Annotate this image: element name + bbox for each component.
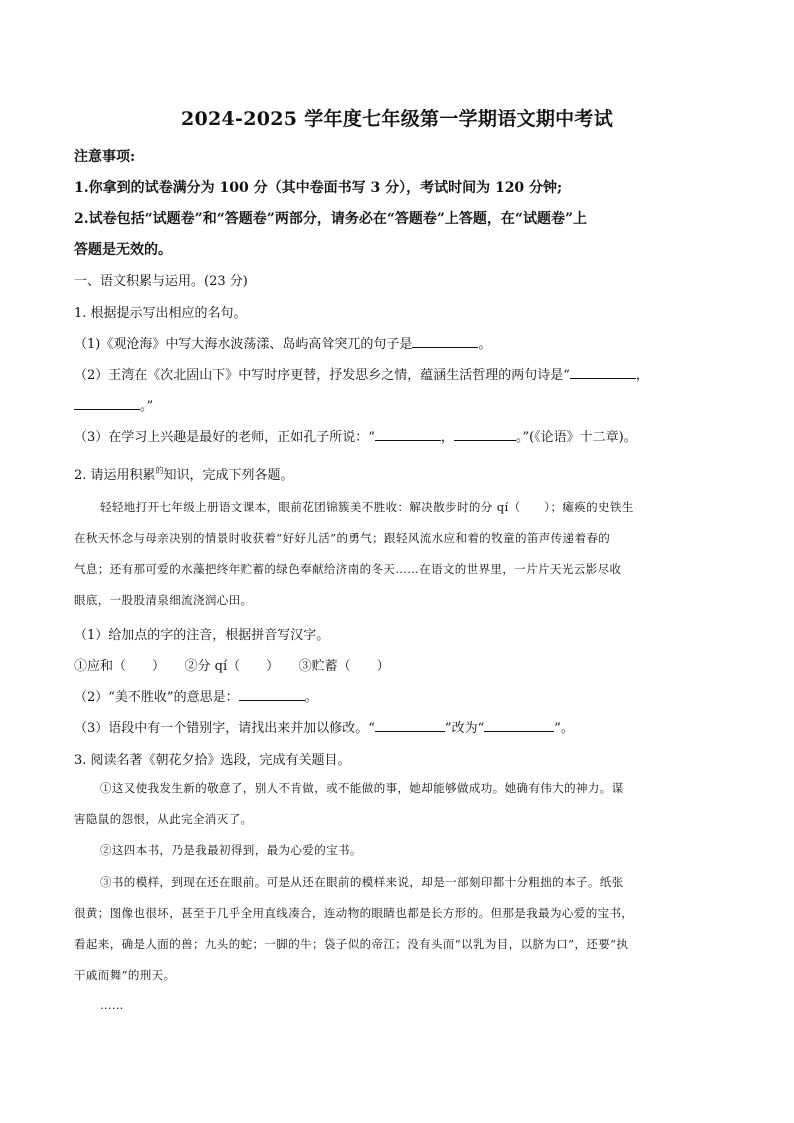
q1-part-3-text: （3）在学习上兴趣是最好的老师，正如孔子所说：“ [74, 430, 375, 445]
q2-sub-3-text: （3）语段中有一个错别字，请找出来并加以修改。“ [74, 721, 375, 736]
q1-stem: 1. 根据提示写出相应的名句。 [74, 306, 247, 321]
notice-item-2a: 2.试卷包括“试题卷”和“答题卷”两部分，请务必在“答题卷”上答题，在“试题卷”上 [74, 211, 588, 227]
q1-part-1-text: （1)《观沧海》中写大海水波荡漾、岛屿高耸突兀的句子是 [74, 337, 413, 352]
q1-part-2 [74, 364, 718, 383]
answer-blank[interactable] [412, 334, 478, 348]
answer-blank[interactable] [375, 718, 445, 732]
q1-part-3-comma: ， [440, 430, 454, 445]
answer-blank[interactable] [239, 687, 305, 701]
q2-sub-3-end: ”。 [554, 721, 574, 736]
q3-para-3-line: 看起来，确是人面的兽；九头的蛇；一脚的牛；袋子似的帝江；没有头而“以乳为目，以脐为口”，还要“执 [74, 937, 629, 951]
q2-sub-3 [74, 717, 718, 736]
q3-para-1-line: ①这又使我发生新的敬意了，别人不肯做，或不能做的事，她却能够做成功。她确有伟大的神力。谋 [100, 781, 624, 795]
q1-part-2-cont [74, 395, 718, 414]
q1-part-3-end: 。”(《论语》十二章)。 [515, 430, 637, 445]
notice-item-2b: 答题是无效的。 [74, 242, 172, 258]
q2-sub-2-end: 。 [304, 690, 318, 705]
q2-passage-line: 在秋天怀念与母亲决别的情景时收获着“好好儿活”的勇气；跟轻风流水应和着的牧童的笛声传递着春的 [74, 531, 611, 545]
notice-item-1: 1.你拿到的试卷满分为 100 分（其中卷面书写 3 分），考试时间为 120 分钟; [74, 180, 563, 196]
q2-passage-line: 气息；还有那可爱的水藻把终年贮蓄的绿色奉献给济南的冬天……在语文的世界里，一片片天光云影尽收 [74, 562, 622, 576]
q3-para-3-line: 干戚而舞”的刑天。 [74, 968, 176, 982]
q3-ellipsis: …… [100, 998, 124, 1012]
q2-stem-b: 知识，完成下列各题。 [163, 468, 294, 483]
q2-sub-1: （1）给加点的字的注音，根据拼音写汉字。 [74, 628, 330, 643]
q2-sub-2 [74, 686, 718, 705]
q1-part-2-end: 。” [140, 399, 154, 414]
q1-part-1-end: 。 [478, 337, 492, 352]
q2-stem-a: 2. 请运用积累 [74, 468, 156, 483]
answer-blank[interactable] [454, 427, 516, 441]
answer-blank[interactable] [484, 718, 554, 732]
q1-part-3 [74, 426, 718, 445]
answer-blank[interactable] [74, 396, 140, 410]
q2-stem-sup: 的 [155, 466, 164, 475]
q3-para-2-line: ②这四本书，乃是我最初得到，最为心爱的宝书。 [100, 843, 362, 857]
q3-para-3-line: 很黄；图像也很坏，甚至于几乎全用直线凑合，连动物的眼睛也都是长方形的。但那是我最为心爱的宝书， [74, 906, 634, 920]
q2-options: ①应和（ ） ②分 qí（ ） ③贮蓄（ ） [74, 659, 390, 674]
q1-part-2-text: （2）王湾在《次北固山下》中写时序更替，抒发思乡之情，蕴涵生活哲理的两句诗是“ [74, 368, 570, 383]
q1-part-1 [74, 333, 718, 352]
q3-para-3-line: ③书的模样，到现在还在眼前。可是从还在眼前的模样来说，却是一部刻印都十分粗拙的本子。纸张 [100, 875, 624, 889]
q2-sub-3-mid: ”改为“ [444, 721, 485, 736]
section-1-heading: 一、语文积累与运用。(23 分) [74, 274, 248, 289]
page-title: 2024-2025 学年度七年级第一学期语文期中考试 [180, 108, 614, 130]
q2-passage-line: 轻轻地打开七年级上册语文课本，眼前花团锦簇美不胜收：解决散步时的分 qí（ ）；瘫痪的史铁生 [100, 500, 634, 514]
q2-passage-line: 眼底，一股股清泉细流浇润心田。 [74, 593, 253, 607]
answer-blank[interactable] [375, 427, 441, 441]
q3-para-1-line: 害隐鼠的怨恨，从此完全消灭了。 [74, 812, 253, 826]
q1-part-2-comma: ， [635, 368, 649, 383]
notice-heading: 注意事项: [74, 149, 136, 165]
answer-blank[interactable] [570, 365, 636, 379]
q2-sub-2-text: （2）“美不胜收”的意思是： [74, 690, 239, 705]
q2-stem [74, 464, 718, 483]
q3-stem: 3. 阅读名著《朝花夕拾》选段，完成有关题目。 [74, 753, 351, 768]
